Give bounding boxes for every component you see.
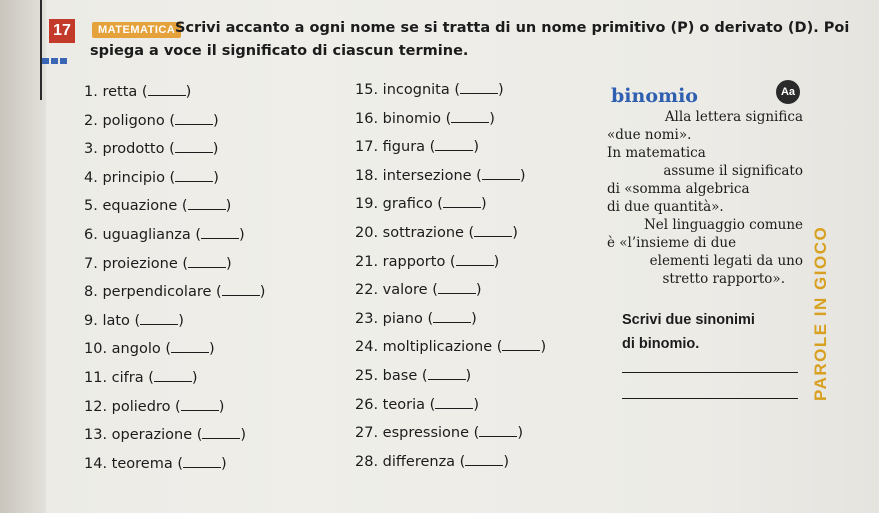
subject-badge: MATEMATICA [92,22,181,38]
def-line: assume il significato [663,163,803,179]
def-line: Alla lettera significa [664,109,803,125]
difficulty-bars-icon [42,49,69,68]
exercise-number: 17 [49,19,75,43]
item-word: perpendicolare [102,284,212,301]
synonym-answer-line-1[interactable] [622,372,798,373]
def-line: è «l’insieme di due [607,235,737,251]
item-number: 17. [355,139,379,156]
word-item: 14. teorema ( ) [84,455,227,472]
answer-blank[interactable] [175,111,213,125]
word-item: 3. prodotto ( ) [84,141,219,158]
vocabulary-definition [607,108,807,288]
item-number: 4. [84,169,98,186]
answer-blank[interactable] [456,252,494,266]
item-number: 20. [355,225,379,241]
answer-blank[interactable] [451,109,489,123]
answer-blank[interactable] [460,80,498,94]
item-number: 14. [84,455,108,472]
word-item: 2. poligono ( ) [84,112,219,129]
instruction-line-2 [90,43,468,59]
item-number: 16. [355,110,379,127]
item-word: intersezione [382,167,472,184]
item-word: poliedro [111,398,171,415]
word-item: 5. equazione ( ) [84,198,232,215]
word-item: 22. valore ( ) [355,282,482,299]
word-item: 23. piano ( ) [355,310,477,327]
answer-blank[interactable] [188,254,226,268]
answer-blank[interactable] [188,196,226,210]
answer-blank[interactable] [438,280,476,294]
item-word: espressione [382,425,470,442]
answer-blank[interactable] [465,452,503,466]
item-number: 27. [355,425,379,442]
item-word: lato [102,312,130,329]
item-word: proiezione [102,255,178,272]
synonyms-prompt [622,308,755,356]
answer-blank[interactable] [482,166,520,180]
instruction-line-1 [175,20,849,36]
vertical-label-text: PAROLE IN GIOCO [811,225,830,401]
word-item: 8. perpendicolare ( ) [84,284,266,301]
item-number: 11. [84,370,108,386]
item-word: poligono [102,112,165,129]
synonyms-prompt-line-2: di binomio. [622,336,700,352]
item-number: 13. [84,427,108,444]
word-item: 1. retta ( ) [84,84,192,100]
item-word: teoria [382,396,426,413]
vertical-section-label [803,225,839,405]
item-number: 21. [355,253,379,270]
answer-blank[interactable] [148,82,186,96]
answer-blank[interactable] [435,395,473,409]
answer-blank[interactable] [183,454,221,468]
word-item: 10. angolo ( ) [84,341,215,358]
answer-blank[interactable] [222,282,260,296]
item-word: base [382,368,418,384]
item-number: 6. [84,227,98,243]
item-number: 15. [355,82,379,98]
word-item: 28. differenza ( ) [355,453,510,470]
item-number: 22. [355,282,379,299]
item-word: binomio [382,110,441,127]
item-word: rapporto [382,253,446,270]
item-word: grafico [382,196,433,213]
word-item: 20. sottrazione ( ) [355,225,518,241]
instruction-text-2: spiega a voce il significato di ciascun termine. [90,43,469,59]
answer-blank[interactable] [479,423,517,437]
item-number: 3. [84,141,98,158]
item-word: piano [382,310,423,327]
item-number: 23. [355,310,379,327]
word-item: 26. teoria ( ) [355,396,479,413]
item-word: operazione [111,427,193,444]
item-number: 18. [355,167,379,184]
vocabulary-title: binomio [611,85,698,107]
answer-blank[interactable] [154,368,192,382]
answer-blank[interactable] [502,337,540,351]
word-item: 6. uguaglianza ( ) [84,227,245,243]
answer-blank[interactable] [435,137,473,151]
word-item: 16. binomio ( ) [355,110,495,127]
item-word: uguaglianza [102,227,191,243]
item-word: principio [102,169,165,186]
answer-blank[interactable] [443,194,481,208]
def-line: In matematica [607,145,706,161]
def-line: elementi legati da uno [649,253,803,269]
item-number: 19. [355,196,379,213]
item-word: differenza [382,453,456,470]
synonym-answer-line-2[interactable] [622,398,798,399]
instruction-text-1: Scrivi accanto a ogni nome se si tratta di un nome primitivo (P) o derivato (D). Poi [175,20,850,36]
word-item: 25. base ( ) [355,368,472,384]
item-word: sottrazione [382,225,464,241]
def-line: «due nomi». [607,127,692,143]
word-item: 4. principio ( ) [84,169,219,186]
answer-blank[interactable] [428,366,466,380]
item-number: 12. [84,398,108,415]
word-item: 19. grafico ( ) [355,196,487,213]
vocabulary-icon: Aa [776,80,800,104]
answer-blank[interactable] [175,168,213,182]
word-item: 9. lato ( ) [84,312,184,329]
item-word: prodotto [102,141,165,158]
item-number: 28. [355,453,379,470]
item-word: equazione [102,198,178,215]
item-word: cifra [111,370,144,386]
answer-blank[interactable] [433,309,471,323]
word-item: 15. incognita ( ) [355,82,504,98]
word-item: 27. espressione ( ) [355,425,523,442]
answer-blank[interactable] [474,223,512,237]
item-number: 7. [84,255,98,272]
answer-blank[interactable] [171,339,209,353]
item-number: 24. [355,339,379,356]
word-item: 12. poliedro ( ) [84,398,225,415]
item-number: 10. [84,341,108,358]
word-item: 24. moltiplicazione ( ) [355,339,547,356]
def-line: di «somma algebrica [607,181,750,197]
item-word: retta [102,84,138,100]
def-line: Nel linguaggio comune [643,217,803,233]
word-item: 18. intersezione ( ) [355,167,526,184]
answer-blank[interactable] [201,225,239,239]
item-word: valore [382,282,428,299]
word-item: 21. rapporto ( ) [355,253,500,270]
def-line: stretto rapporto». [662,271,785,287]
item-number: 8. [84,284,98,301]
def-line: di due quantità». [607,199,724,215]
item-word: angolo [111,341,161,358]
item-number: 2. [84,112,98,129]
answer-blank[interactable] [181,397,219,411]
word-item: 7. proiezione ( ) [84,255,232,272]
word-item: 17. figura ( ) [355,139,479,156]
item-number: 1. [84,84,98,100]
item-number: 25. [355,368,379,384]
word-item: 13. operazione ( ) [84,427,247,444]
item-number: 26. [355,396,379,413]
item-number: 9. [84,312,98,329]
synonyms-prompt-line-1: Scrivi due sinonimi [622,312,755,328]
answer-blank[interactable] [202,425,240,439]
answer-blank[interactable] [175,139,213,153]
answer-blank[interactable] [140,311,178,325]
item-word: incognita [382,82,450,98]
item-word: teorema [111,455,173,472]
word-item: 11. cifra ( ) [84,370,198,386]
item-word: figura [382,139,426,156]
item-number: 5. [84,198,98,215]
item-word: moltiplicazione [382,339,493,356]
